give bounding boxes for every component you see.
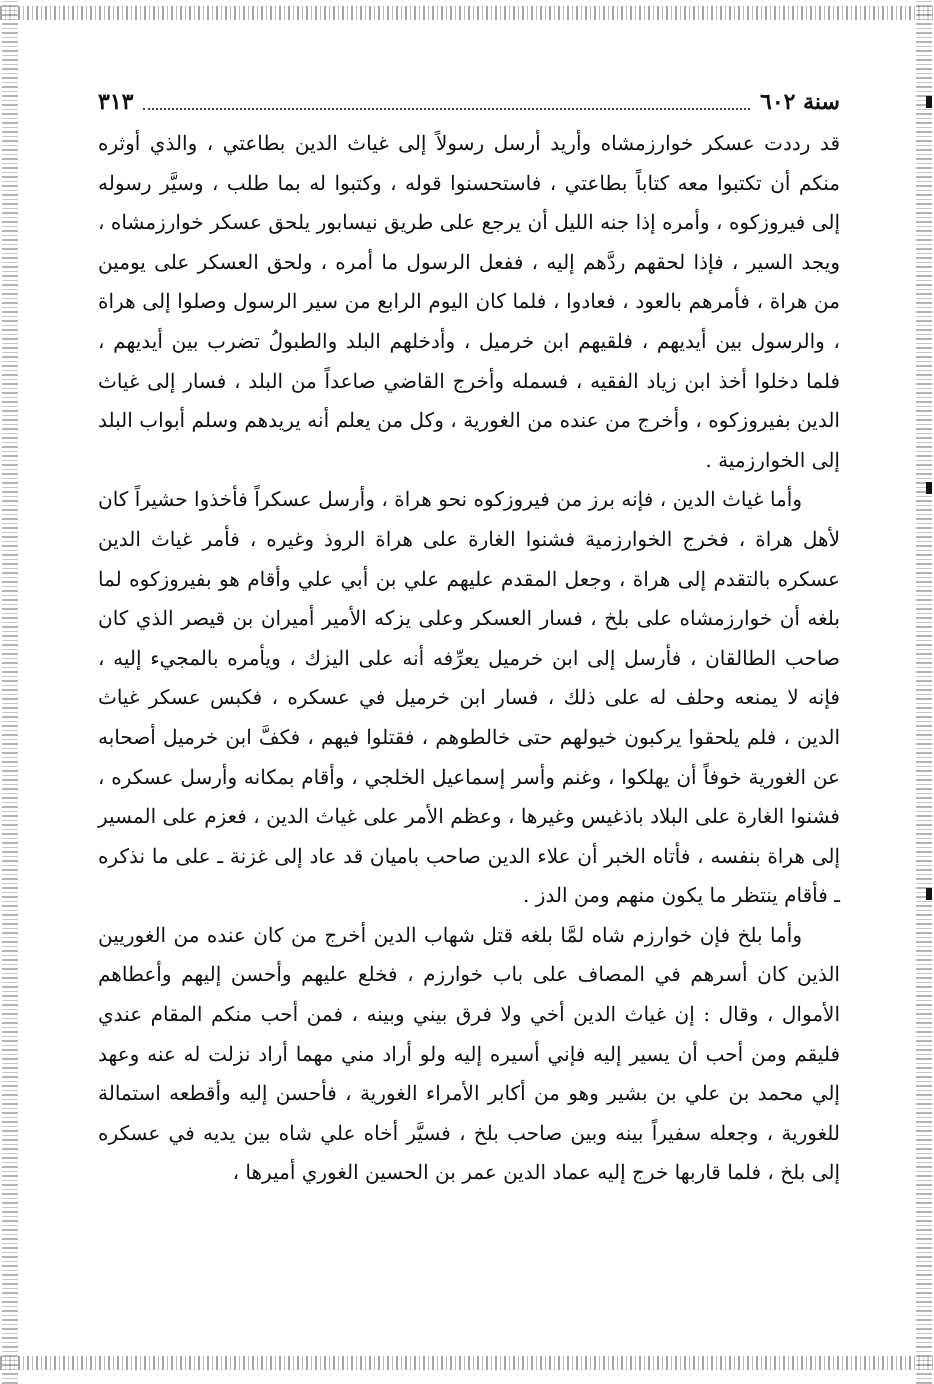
running-header xyxy=(98,82,840,122)
paragraph-3: وأما بلخ فإن خوارزم شاه لمَّا بلغه قتل شهاب الدين أخرج من كان عنده من الغوريين الذين كان أسرهم في المصاف على باب خوارزم ، فخلع عليهم وأحسن إليهم وأعطاهم الأموال ، وقال : إن غياث الدين أخي ولا فرق بيني وبينه ، فمن أحب منكم المقام عندي فليقم ومن أحب أن يسير إليه فإني أسيره إليه ولو أراد مني مهما أراد نزلت له عنه وعهد إلي محمد بن علي بن بشير وهو من أكابر الأمراء الغورية ، فأحسن إليه وأقطعه استمالة للغورية ، وجعله سفيراً بينه وبين صاحب بلخ ، فسيَّر أخاه علي شاه بين يديه في عسكره إلى بلخ ، فلما قاربها خرج إليه عماد الدين عمر بن الحسين الغوري أميرها ، xyxy=(98,922,840,1185)
decorative-top-border xyxy=(0,6,934,20)
dotted-leader xyxy=(143,102,750,110)
decorative-right-border xyxy=(916,0,932,1384)
paragraph-1: قد رددت عسكر خوارزمشاه وأريد أرسل رسولاً إلى غياث الدين بطاعتي ، والذي أوثره منكم أن تكتبوا معه كتاباً بطاعتي ، فاستحسنوا قوله ، وكتبوا له بما طلب ، وسيَّر رسوله إلى فيروزكوه ، وأمره إذا جنه الليل أن يرجع على طريق نيسابور يلحق عسكر خوارزمشاه ، ويجد السير ، فإذا لحقهم ردَّهم إليه ، ففعل الرسول ما أمره ، ولحق العسكر على يومين من هراة ، فأمرهم بالعود ، فعادوا ، فلما كان اليوم الرابع من سير الرسول وصلوا إلى هراة ، والرسول بين أيديهم ، فلقيهم ابن خرميل ، وأدخلهم البلد والطبولُ تضرب بين أيديهم ، فلما دخلوا أخذ ابن زياد الفقيه ، فسمله وأخرج القاضي صاعداً من البلد ، فسار إلى غياث الدين بفيروزكوه ، وأخرج من عنده من الغورية ، وكل من يعلم أنه يريدهم وسلم أبواب البلد إلى الخوارزمية . xyxy=(98,131,840,472)
year-heading: سنة ٦٠٢ xyxy=(760,89,840,115)
margin-mark xyxy=(926,482,932,494)
margin-mark xyxy=(926,96,932,108)
margin-mark xyxy=(926,888,932,900)
decorative-bottom-border xyxy=(0,1356,934,1370)
paragraph-2: وأما غياث الدين ، فإنه برز من فيروزكوه نحو هراة ، وأرسل عسكراً فأخذوا حشيراً كان لأهل هراة ، فخرج الخوارزمية فشنوا الغارة على هراة الروذ وغيره ، فأمر غياث الدين عسكره بالتقدم إلى هراة ، وجعل المقدم عليهم علي بن أبي علي وأقام هو بفيروزكوه لما بلغه أن خوارزمشاه على بلخ ، فسار العسكر وعلى يزكه الأمير أميران بن قيصر الذي كان صاحب الطالقان ، فأرسل إلى ابن خرميل يعرِّفه أنه على اليزك ، ويأمره بالمجيء إليه ، فإنه لا يمنعه وحلف له على ذلك ، فسار ابن خرميل في عسكره ، فكبس عسكر غياث الدين ، فلم يلحقوا يركبون خيولهم حتى خالطوهم ، فقتلوا فيهم ، فكفَّ ابن خرميل أصحابه عن الغورية خوفاً أن يهلكوا ، وغنم وأسر إسماعيل الخلجي ، وأقام بمكانه وأرسل عسكره ، فشنوا الغارة على البلاد باذغيس وغيرها ، وعظم الأمر على غياث الدين ، فعزم على المسير إلى هراة بنفسه ، فأتاه الخبر أن علاء الدين صاحب باميان قد عاد إلى غزنة ـ على ما نذكره ـ فأقام ينتظر ما يكون منهم ومن الدز . xyxy=(98,487,840,908)
page-number: ٣١٣ xyxy=(98,89,134,115)
decorative-left-border xyxy=(2,0,18,1384)
page-body xyxy=(98,124,840,1193)
